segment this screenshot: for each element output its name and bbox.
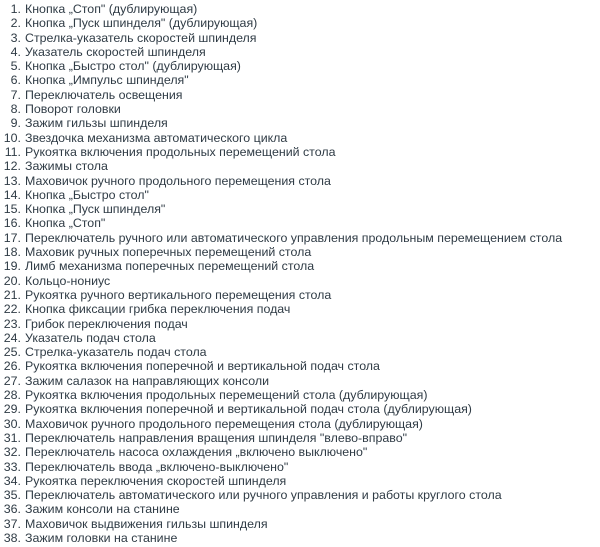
legend-item-number: 35. xyxy=(3,488,21,503)
legend-item-text: Кнопка „Стоп" (дублирующая) xyxy=(25,2,198,16)
legend-item-number: 26. xyxy=(3,359,21,374)
legend-item-number: 10. xyxy=(3,130,21,145)
legend-item xyxy=(0,331,562,345)
legend-item xyxy=(0,174,562,188)
legend-item xyxy=(0,159,562,173)
legend-item-number: 23. xyxy=(3,316,21,331)
legend-item xyxy=(0,460,562,474)
legend-item xyxy=(0,216,562,230)
legend-item-text: Переключатель насоса охлаждения „включено выключено" xyxy=(25,445,368,460)
legend-item-number: 38. xyxy=(3,530,21,545)
legend-item-text: Рукоятка ручного вертикального перемещения стола xyxy=(25,287,332,302)
legend-item xyxy=(0,417,562,431)
legend-item-number: 5. xyxy=(10,59,21,74)
legend-item xyxy=(0,45,562,59)
legend-item-number: 4. xyxy=(10,44,21,59)
legend-item-text: Стрелка-указатель подач стола xyxy=(25,345,207,360)
legend-item-number: 3. xyxy=(10,30,21,45)
legend-item xyxy=(0,531,562,545)
legend-item-number: 24. xyxy=(3,330,21,345)
legend-item-text: Звездочка механизма автоматического цикла xyxy=(25,130,288,145)
legend-item xyxy=(0,502,562,516)
legend-item-text: Рукоятка переключения скоростей шпинделя xyxy=(25,473,287,488)
legend-item-text: Кнопка фиксации грибка переключения подач xyxy=(25,302,291,317)
legend-item-number: 11. xyxy=(4,144,21,159)
legend-item-number: 33. xyxy=(3,459,21,474)
legend-item xyxy=(0,302,562,316)
legend-item-number: 36. xyxy=(3,502,21,517)
legend-item-text: Маховик ручных поперечных перемещений стола xyxy=(25,245,312,260)
legend-item-text: Грибок переключения подач xyxy=(25,316,188,331)
legend-item-number: 13. xyxy=(3,173,21,188)
legend-item-text: Маховичок ручного продольного перемещения стола (дублирующая) xyxy=(25,416,423,431)
legend-item-number: 2. xyxy=(10,16,21,31)
legend-item xyxy=(0,445,562,459)
legend-item xyxy=(0,202,562,216)
legend-item-text: Зажим консоли на станине xyxy=(25,502,180,517)
legend-item xyxy=(0,488,562,502)
legend-item-text: Кнопка „Стоп" xyxy=(25,216,106,231)
legend-item-text: Зажимы стола xyxy=(25,159,108,174)
legend-item xyxy=(0,517,562,531)
legend-item xyxy=(0,131,562,145)
legend-item-text: Рукоятка включения поперечной и вертикальной подач стола xyxy=(25,359,380,374)
legend-item-number: 6. xyxy=(10,73,21,88)
legend-item xyxy=(0,431,562,445)
legend-item xyxy=(0,231,562,245)
legend-item-number: 15. xyxy=(3,202,21,217)
legend-item xyxy=(0,388,562,402)
legend-item xyxy=(0,188,562,202)
legend-item xyxy=(0,102,562,116)
legend-item-text: Переключатель ввода „включено-выключено" xyxy=(25,459,289,474)
legend-item xyxy=(0,402,562,416)
legend-item-text: Переключатель ручного или автоматического управления продольным перемещением стола xyxy=(25,230,563,245)
legend-item xyxy=(0,88,562,102)
legend-item xyxy=(0,116,562,130)
legend-item xyxy=(0,274,562,288)
legend-item-text: Кнопка „Быстро стол" (дублирующая) xyxy=(25,59,241,74)
legend-item-text: Рукоятка включения поперечной и вертикальной подач стола (дублирующая) xyxy=(25,402,472,417)
legend-item-text: Маховичок выдвижения гильзы шпинделя xyxy=(25,516,268,531)
legend-item xyxy=(0,345,562,359)
legend-item xyxy=(0,374,562,388)
legend-item-number: 1. xyxy=(10,2,21,16)
legend-item xyxy=(0,245,562,259)
legend-item-text: Лимб механизма поперечных перемещений стола xyxy=(25,259,315,274)
legend-item-text: Кольцо-нониус xyxy=(25,273,111,288)
legend-item-number: 30. xyxy=(3,416,21,431)
legend-item-number: 12. xyxy=(3,159,21,174)
legend-item xyxy=(0,288,562,302)
legend-item-number: 31. xyxy=(3,430,21,445)
legend-item xyxy=(0,317,562,331)
legend-item-number: 20. xyxy=(3,273,21,288)
legend-item-text: Кнопка „Быстро стол" xyxy=(25,187,149,202)
legend-item-text: Рукоятка включения продольных перемещений стола xyxy=(25,144,336,159)
legend-item xyxy=(0,145,562,159)
legend-item-text: Переключатель освещения xyxy=(25,87,183,102)
legend-item-number: 29. xyxy=(3,402,21,417)
legend-item-number: 19. xyxy=(3,259,21,274)
legend-item-number: 14. xyxy=(3,187,21,202)
legend-item xyxy=(0,31,562,45)
legend-item-number: 27. xyxy=(3,373,21,388)
legend-item-text: Указатель подач стола xyxy=(25,330,156,345)
legend-item xyxy=(0,474,562,488)
legend-item-number: 16. xyxy=(3,216,21,231)
legend-item-number: 21. xyxy=(3,287,21,302)
legend-item-text: Кнопка „Импульс шпинделя" xyxy=(25,73,189,88)
legend-item-text: Поворот головки xyxy=(25,102,121,117)
legend-list xyxy=(0,2,562,545)
legend-item-number: 22. xyxy=(3,302,21,317)
legend-item-number: 34. xyxy=(3,473,21,488)
legend-item-text: Переключатель автоматического или ручного управления и работы круглого стола xyxy=(25,488,502,503)
legend-item xyxy=(0,259,562,273)
legend-item-number: 37. xyxy=(3,516,21,531)
legend-item-text: Стрелка-указатель скоростей шпинделя xyxy=(25,30,257,45)
legend-item-text: Рукоятка включения продольных перемещений стола (дублирующая) xyxy=(25,388,428,403)
legend-item-text: Переключатель направления вращения шпинделя "влево-вправо" xyxy=(25,430,407,445)
legend-item-text: Зажим салазок на направляющих консоли xyxy=(25,373,269,388)
legend-item-text: Кнопка „Пуск шпинделя" xyxy=(25,202,166,217)
legend-item-text: Кнопка „Пуск шпинделя" (дублирующая) xyxy=(25,16,258,31)
legend-item-text: Зажим головки на станине xyxy=(25,530,178,545)
legend-item xyxy=(0,73,562,87)
legend-item xyxy=(0,59,562,73)
legend-item xyxy=(0,359,562,373)
legend-item-text: Зажим гильзы шпинделя xyxy=(25,116,168,131)
legend-item-number: 28. xyxy=(3,388,21,403)
legend-item-number: 7. xyxy=(10,87,21,102)
legend-item-number: 8. xyxy=(10,102,21,117)
legend-item xyxy=(0,2,562,16)
legend-item-text: Маховичок ручного продольного перемещения стола xyxy=(25,173,331,188)
legend-item xyxy=(0,16,562,30)
legend-item-number: 25. xyxy=(3,345,21,360)
legend-item-number: 17. xyxy=(3,230,21,245)
legend-item-text: Указатель скоростей шпинделя xyxy=(25,44,206,59)
legend-item-number: 32. xyxy=(3,445,21,460)
legend-item-number: 18. xyxy=(3,245,21,260)
legend-item-number: 9. xyxy=(10,116,21,131)
